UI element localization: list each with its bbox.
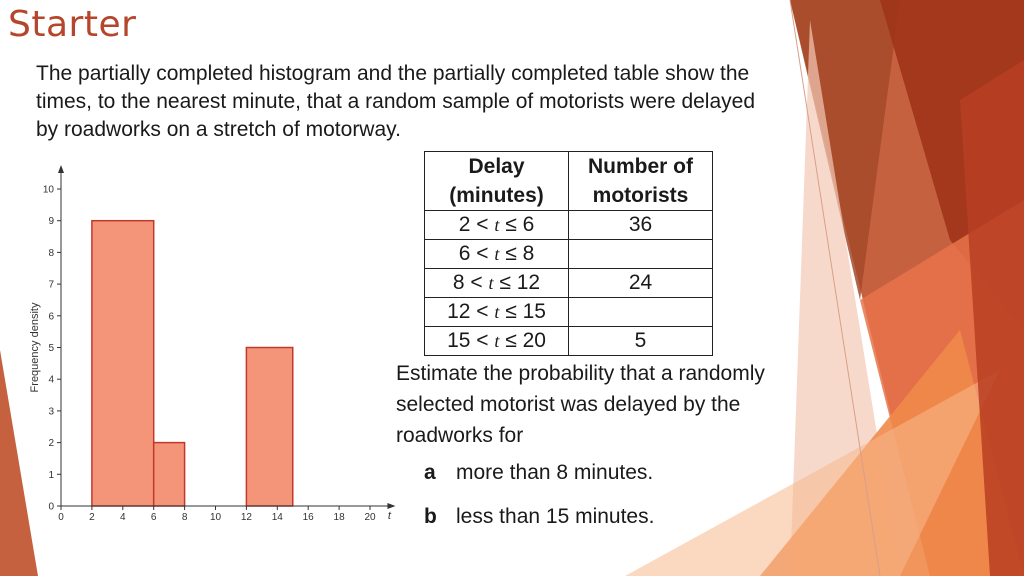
histogram-bar	[154, 443, 185, 506]
x-tick-label: 10	[209, 512, 222, 523]
x-tick-label: 4	[120, 512, 126, 523]
delay-upper: 15	[522, 300, 546, 323]
header-delay: Delay (minutes)	[425, 152, 569, 211]
delay-upper: 8	[522, 242, 535, 265]
x-tick-label: 6	[150, 512, 157, 523]
x-axis-arrow	[387, 503, 395, 509]
y-tick-label: 5	[48, 343, 54, 354]
x-tick-label: 0	[58, 512, 64, 523]
t-variable: t	[494, 244, 500, 264]
delay-lower: 2	[458, 213, 471, 236]
part-a-letter: a	[424, 461, 436, 484]
table-row	[425, 211, 713, 240]
t-variable: t	[494, 215, 500, 235]
delay-upper: 20	[522, 329, 546, 352]
histogram-bar	[92, 221, 154, 506]
part-b-text: less than 15 minutes.	[456, 505, 655, 528]
part-a	[424, 461, 653, 485]
slide-title: Starter	[8, 4, 137, 45]
part-b	[424, 505, 654, 529]
motorists-cell: 5	[569, 327, 713, 356]
y-axis-arrow	[58, 165, 64, 173]
y-tick-label: 8	[48, 247, 54, 259]
table-row	[425, 240, 713, 269]
x-tick-label: 16	[302, 512, 314, 523]
motorists-cell: 24	[569, 269, 713, 298]
x-tick-label: 12	[240, 512, 252, 523]
x-tick-label: 14	[271, 512, 283, 523]
t-variable: t	[488, 273, 494, 293]
y-tick-label: 1	[48, 469, 54, 481]
t-variable: t	[494, 302, 500, 322]
table-row	[425, 327, 713, 356]
delay-cell: 2 < t ≤ 6	[425, 211, 569, 240]
header-motorists: Number of motorists	[569, 152, 713, 211]
x-tick-label: 2	[89, 512, 95, 523]
x-axis-label: t	[387, 510, 391, 522]
table-row	[425, 298, 713, 327]
table-row	[425, 269, 713, 298]
delay-upper: 12	[516, 271, 541, 294]
question-prompt: Estimate the probability that a randomly selected motorist was delayed by the roadworks for	[396, 362, 765, 447]
delay-table	[424, 151, 713, 356]
delay-lower: 12	[447, 300, 471, 323]
part-a-text: more than 8 minutes.	[456, 461, 654, 484]
intro-text: The partially completed histogram and the partially completed table show the times, to the nearest minute, that a random sample of motorists were delayed by roadworks on a stretch of motorway.	[36, 62, 756, 141]
delay-lower: 6	[458, 242, 471, 265]
y-tick-label: 0	[48, 501, 54, 513]
table-header-row	[425, 152, 713, 211]
x-tick-label: 20	[364, 512, 376, 523]
x-tick-label: 8	[181, 512, 188, 523]
delay-cell: 8 < t ≤ 12	[425, 269, 569, 298]
delay-cell: 15 < t ≤ 20	[425, 327, 569, 356]
part-b-letter: b	[424, 505, 437, 528]
x-tick-label: 18	[333, 512, 345, 523]
motorists-cell: 36	[569, 211, 713, 240]
y-tick-label: 4	[48, 374, 54, 386]
histogram-chart	[0, 160, 400, 530]
motorists-cell	[569, 298, 713, 327]
delay-cell: 6 < t ≤ 8	[425, 240, 569, 269]
t-variable: t	[494, 331, 500, 351]
delay-cell: 12 < t ≤ 15	[425, 298, 569, 327]
delay-lower: 15	[447, 329, 471, 352]
y-axis-label: Frequency density	[29, 302, 41, 393]
y-tick-label: 2	[48, 438, 54, 450]
motorists-cell	[569, 240, 713, 269]
y-tick-label: 3	[48, 406, 54, 418]
y-tick-label: 9	[48, 216, 54, 228]
y-tick-label: 7	[48, 279, 54, 291]
y-tick-label: 10	[42, 184, 54, 196]
y-tick-label: 6	[48, 311, 54, 323]
delay-upper: 6	[522, 213, 535, 236]
delay-lower: 8	[452, 271, 465, 294]
histogram-bar	[246, 348, 292, 507]
